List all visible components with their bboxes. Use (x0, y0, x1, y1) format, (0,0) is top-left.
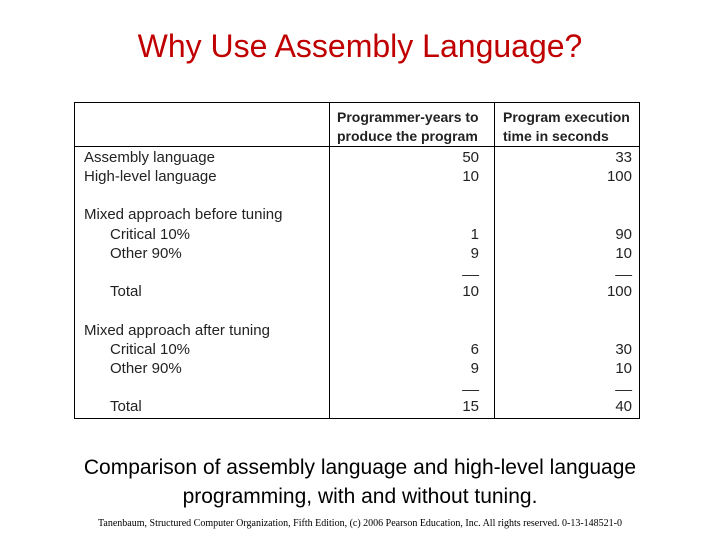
row-label: Critical 10% (110, 226, 191, 243)
header-programmer-years: Programmer-years to produce the program (337, 109, 479, 144)
row-time: 33 (615, 149, 632, 166)
column-divider (494, 103, 495, 418)
sum-rule: __ (615, 260, 632, 277)
row-years: 15 (462, 398, 479, 415)
copyright-footer: Tanenbaum, Structured Computer Organization, Fifth Edition, (c) 2006 Pearson Education, Inc. All rights reserved. 0-13-148521-0 (98, 518, 622, 529)
row-years: 9 (470, 360, 479, 377)
row-label: Other 90% (110, 360, 182, 377)
sum-rule: __ (462, 260, 479, 277)
row-years: 50 (462, 149, 479, 166)
slide-title: Why Use Assembly Language? (137, 28, 583, 64)
header-divider (75, 146, 639, 147)
row-label: Total (110, 283, 142, 300)
row-time: 10 (615, 245, 632, 262)
row-time: 100 (606, 168, 632, 185)
row-time: 40 (615, 398, 632, 415)
row-years: 1 (470, 226, 479, 243)
row-years: 10 (462, 283, 479, 300)
row-label: Total (110, 398, 142, 415)
column-divider (329, 103, 330, 418)
row-time: 90 (615, 226, 632, 243)
row-label: Other 90% (110, 245, 182, 262)
row-years: 10 (462, 168, 479, 185)
row-years: 6 (470, 341, 479, 358)
row-time: 100 (606, 283, 632, 300)
slide-caption: Comparison of assembly language and high-level language programming, with and without tuning. (83, 456, 637, 508)
sum-rule: __ (615, 375, 632, 392)
sum-rule: __ (462, 375, 479, 392)
row-time: 30 (615, 341, 632, 358)
row-label: Mixed approach after tuning (84, 322, 270, 339)
comparison-table (74, 102, 640, 419)
row-years: 9 (470, 245, 479, 262)
header-execution-time: Program execution time in seconds (503, 109, 630, 144)
row-label: High-level language (84, 168, 217, 185)
row-label: Assembly language (84, 149, 215, 166)
row-label: Critical 10% (110, 341, 191, 358)
row-time: 10 (615, 360, 632, 377)
row-label: Mixed approach before tuning (84, 206, 283, 223)
